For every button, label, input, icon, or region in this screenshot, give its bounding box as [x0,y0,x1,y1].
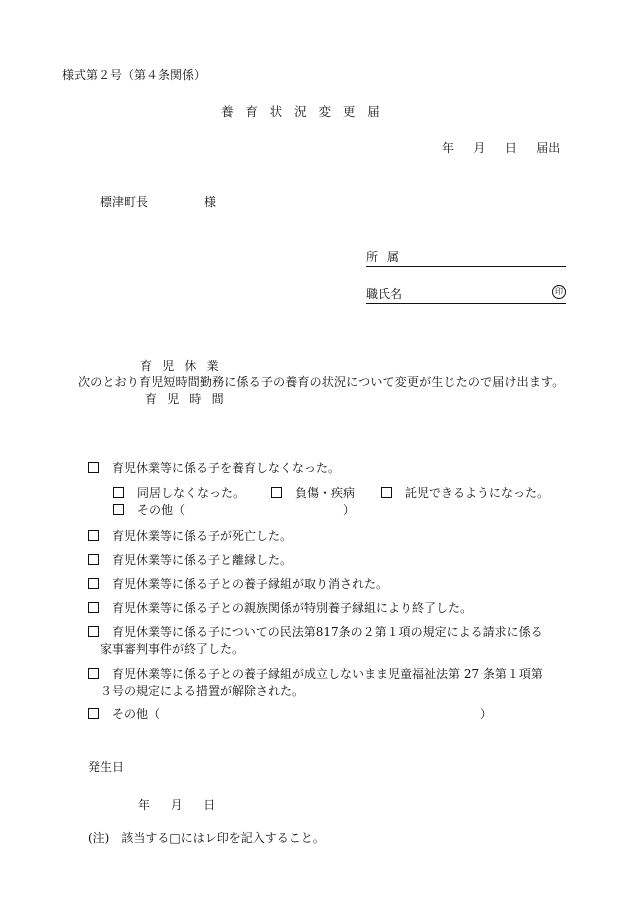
checkbox[interactable] [88,708,99,719]
checkbox[interactable] [88,554,99,565]
filed-date: 年 月 日 届出 [442,141,561,155]
alternative-leave-type: 育児休業 [140,359,229,373]
seal-mark: 印 [552,285,566,299]
checkbox[interactable] [88,602,99,613]
checkbox[interactable] [88,462,99,473]
item-child-died: 育児休業等に係る子が死亡した。 [88,528,588,545]
note-label: (注) [88,831,110,845]
addressee [100,193,216,210]
checkbox[interactable] [88,668,99,679]
item-no-longer-raising: 育児休業等に係る子を養育しなくなった。 [88,460,588,477]
form-number: 様式第２号（第４条関係） [62,68,207,82]
checkbox[interactable] [88,530,99,541]
sub-options-row: 同居しなくなった。 負傷・疾病 託児できるようになった。 [113,485,613,502]
item-civil-code: 育児休業等に係る子についての民法第817条の２第１項の規定による請求に係る 家事審判事件が終了した。 [88,624,588,658]
checkbox[interactable] [88,626,99,637]
statement-text: 次のとおり育児短時間勤務に係る子の養育の状況について変更が生じたので届け出ます。 [78,375,565,389]
addressee-name: 標津町長 [100,195,149,209]
item-adoption-canceled: 育児休業等に係る子との養子縁組が取り消された。 [88,576,588,593]
occurrence-date: 年 月 日 [138,798,216,812]
note [88,829,325,846]
name-field[interactable] [366,285,566,304]
occurrence-date-label: 発生日 [88,760,125,774]
checkbox[interactable] [88,578,99,589]
item-child-welfare: 育児休業等に係る子との養子縁組が成立しないまま児童福祉法第 27 条第１項第 ３号の規定による措置が解除された。 [88,666,588,700]
addressee-honorific: 様 [204,195,217,209]
item-special-adoption: 育児休業等に係る子との親族関係が特別養子縁組により終了した。 [88,600,588,617]
checkbox-not-living[interactable] [113,487,124,498]
affiliation-field[interactable] [366,248,566,267]
affiliation-label: 所属 [366,250,409,264]
checkbox-injury[interactable] [271,487,282,498]
item-child-separated: 育児休業等に係る子と離縁した。 [88,552,588,569]
checkbox-sub-other[interactable] [113,504,124,515]
sub-option-other: その他（ ） [113,502,613,519]
name-label: 職氏名 [366,287,403,301]
item-other: その他（ ） [88,706,588,723]
alternative-hours-type: 育児時間 [145,392,234,406]
form-title: 養育状況変更届 [221,104,392,119]
checkbox-daycare[interactable] [381,487,392,498]
note-text: 該当する□にはレ印を記入すること。 [121,831,325,845]
